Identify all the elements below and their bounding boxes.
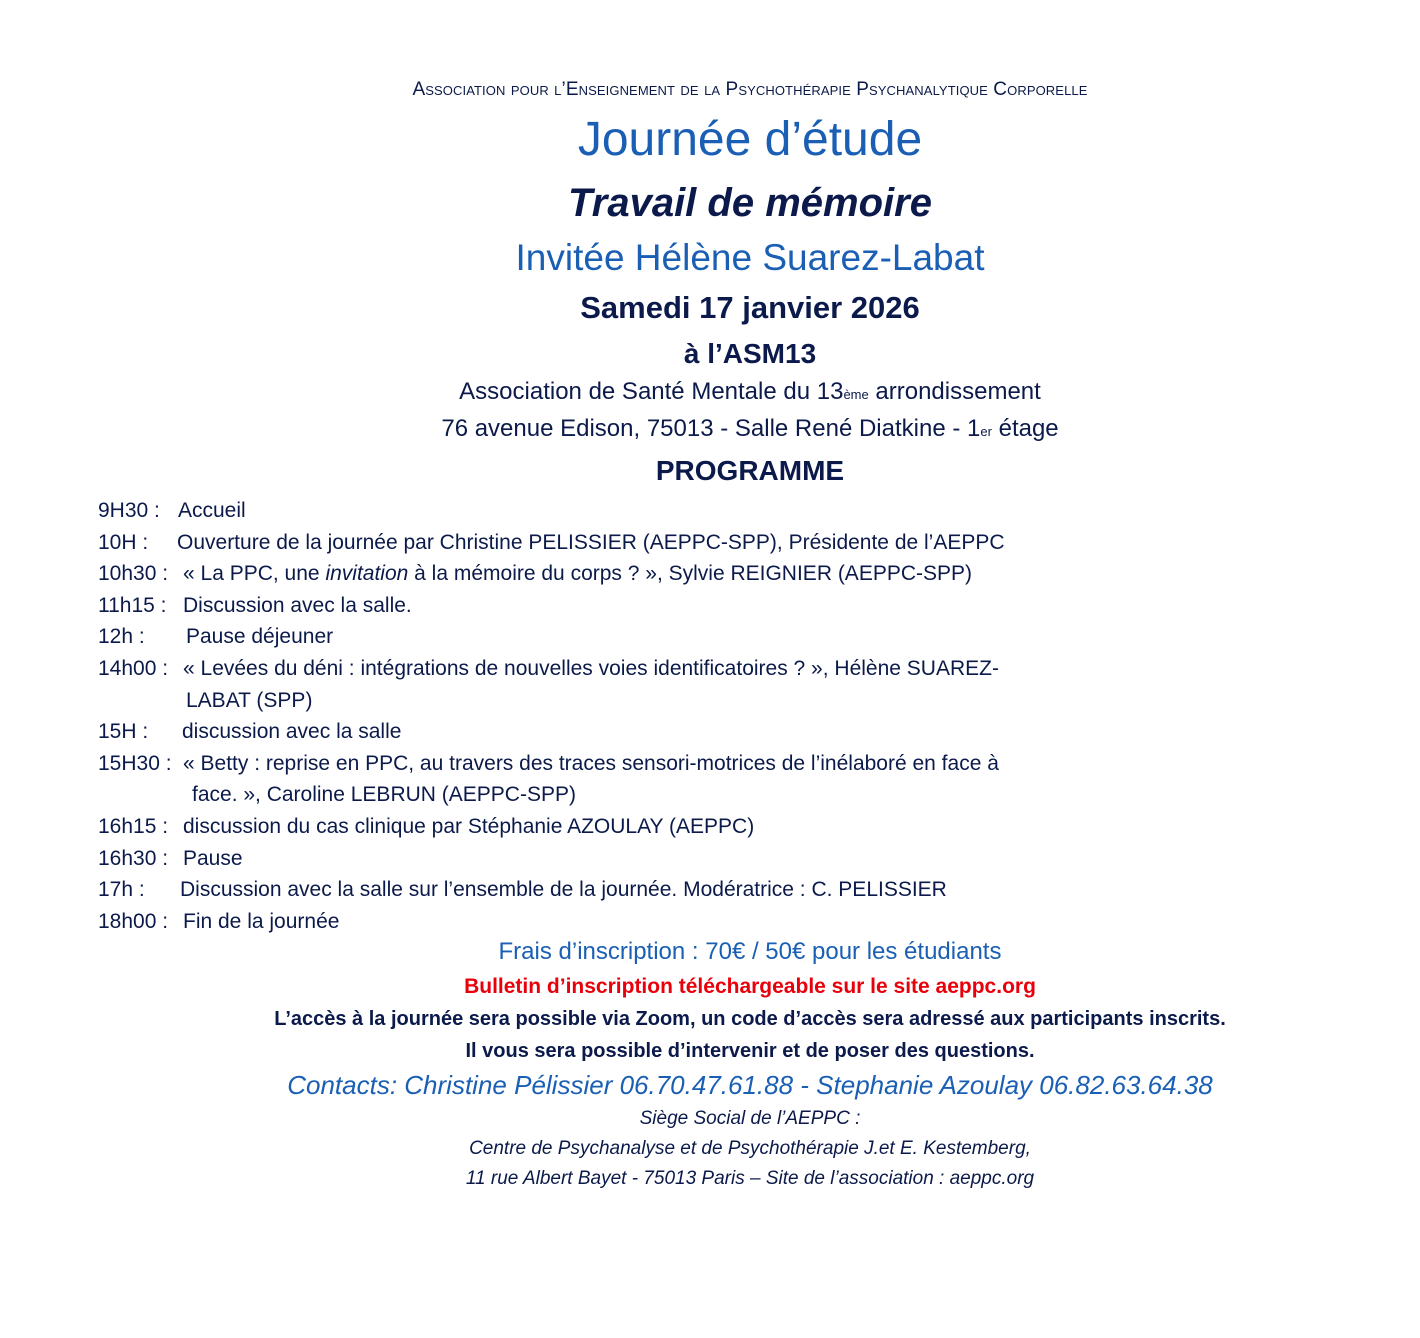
- programme-item: [98, 621, 1118, 653]
- programme-text: Discussion avec la salle sur l’ensemble de la journée. Modératrice : C. PELISSIER: [180, 878, 947, 902]
- venue-full-post: arrondissement: [868, 378, 1041, 405]
- programme-text: « Betty : reprise en PPC, au travers des traces sensori-motrices de l’inélaboré en face à: [183, 751, 999, 775]
- programme-item: [98, 653, 1118, 685]
- programme-item-continuation: [98, 779, 1118, 811]
- programme-text-pre: « La PPC, une: [183, 562, 326, 586]
- programme-text: discussion avec la salle: [182, 720, 402, 744]
- programme-text: Discussion avec la salle.: [183, 593, 412, 617]
- programme-time: 16h30 :: [98, 846, 169, 870]
- programme-time: 17h :: [98, 878, 145, 902]
- head-office-label: Siège Social de l’AEPPC :: [639, 1108, 861, 1129]
- programme-text: Accueil: [178, 499, 246, 522]
- programme-text-continuation: LABAT (SPP): [186, 688, 313, 712]
- venue-full-pre: Association de Santé Mentale du 13: [459, 378, 844, 405]
- programme-text: [183, 558, 972, 590]
- head-office-address: 11 rue Albert Bayet - 75013 Paris – Site de l’association : aeppc.org: [465, 1168, 1035, 1189]
- programme-time: 11h15 :: [98, 593, 167, 617]
- event-title: Journée d’étude: [577, 113, 923, 166]
- programme-indent: [98, 779, 192, 811]
- programme-time: 14h00 :: [98, 656, 169, 680]
- programme-text-continuation: face. », Caroline LEBRUN (AEPPC-SPP): [192, 783, 576, 807]
- programme-item: [98, 495, 1118, 527]
- programme-item: [98, 590, 1118, 622]
- registration-fees: Frais d’inscription : 70€ / 50€ pour les étudiants: [498, 938, 1002, 965]
- programme-time: 9H30 :: [98, 499, 160, 522]
- venue-full-sup: ème: [843, 387, 869, 402]
- programme-text: Fin de la journée: [183, 909, 340, 933]
- address-sup: er: [980, 424, 992, 439]
- programme-time: 18h00 :: [98, 909, 169, 933]
- event-date: Samedi 17 janvier 2026: [580, 290, 920, 325]
- programme-time: 10h30 :: [98, 562, 169, 586]
- programme-text: Pause déjeuner: [186, 625, 334, 649]
- zoom-access-note: L’accès à la journée sera possible via Zoom, un code d’accès sera adressé aux participants inscrits.: [274, 1008, 1226, 1030]
- programme-item: [98, 748, 1118, 780]
- programme-item: [98, 843, 1118, 875]
- programme-item: [98, 716, 1118, 748]
- contacts: Contacts: Christine Pélissier 06.70.47.61.88 - Stephanie Azoulay 06.82.63.64.38: [287, 1070, 1213, 1100]
- questions-note: Il vous sera possible d’intervenir et de poser des questions.: [465, 1040, 1035, 1062]
- programme-text: « Levées du déni : intégrations de nouvelles voies identificatoires ? », Hélène SUAREZ-: [183, 656, 999, 680]
- programme-time: 16h15 :: [98, 814, 169, 838]
- programme-text: Ouverture de la journée par Christine PELISSIER (AEPPC-SPP), Présidente de l’AEPPC: [177, 530, 1005, 554]
- programme-item: [98, 811, 1118, 843]
- address-pre: 76 avenue Edison, 75013 - Salle René Diatkine - 1: [441, 415, 981, 442]
- registration-form-link[interactable]: Bulletin d’inscription téléchargeable sur le site aeppc.org: [464, 975, 1036, 998]
- venue-address: [0, 415, 1420, 443]
- head-office-name: Centre de Psychanalyse et de Psychothérapie J.et E. Kestemberg,: [469, 1138, 1031, 1159]
- address-post: étage: [991, 415, 1059, 442]
- association-name: Association pour l’Enseignement de la Psychothérapie Psychanalytique Corporelle: [412, 79, 1088, 100]
- event-guest: Invitée Hélène Suarez-Labat: [515, 237, 985, 278]
- programme-text: Pause: [183, 846, 243, 870]
- programme-heading: PROGRAMME: [655, 455, 845, 486]
- programme-item: [98, 874, 1118, 906]
- programme-indent: [98, 685, 186, 717]
- programme-item: [98, 906, 1118, 938]
- programme-item: [98, 558, 1118, 590]
- event-subtitle: Travail de mémoire: [568, 181, 932, 225]
- programme-text-emphasis: invitation: [325, 562, 409, 586]
- programme-time: 10H :: [98, 530, 149, 554]
- venue-full-name: [0, 378, 1420, 406]
- event-venue: à l’ASM13: [683, 338, 817, 369]
- programme-list: [98, 495, 1118, 937]
- programme-time: 15H :: [98, 720, 149, 744]
- programme-item-continuation: [98, 685, 1118, 717]
- programme-text-post: à la mémoire du corps ? », Sylvie REIGNIER (AEPPC-SPP): [408, 562, 973, 586]
- programme-item: [98, 527, 1118, 559]
- programme-time: 12h :: [98, 625, 145, 649]
- programme-text: discussion du cas clinique par Stéphanie AZOULAY (AEPPC): [183, 814, 755, 838]
- programme-time: 15H30 :: [98, 751, 172, 775]
